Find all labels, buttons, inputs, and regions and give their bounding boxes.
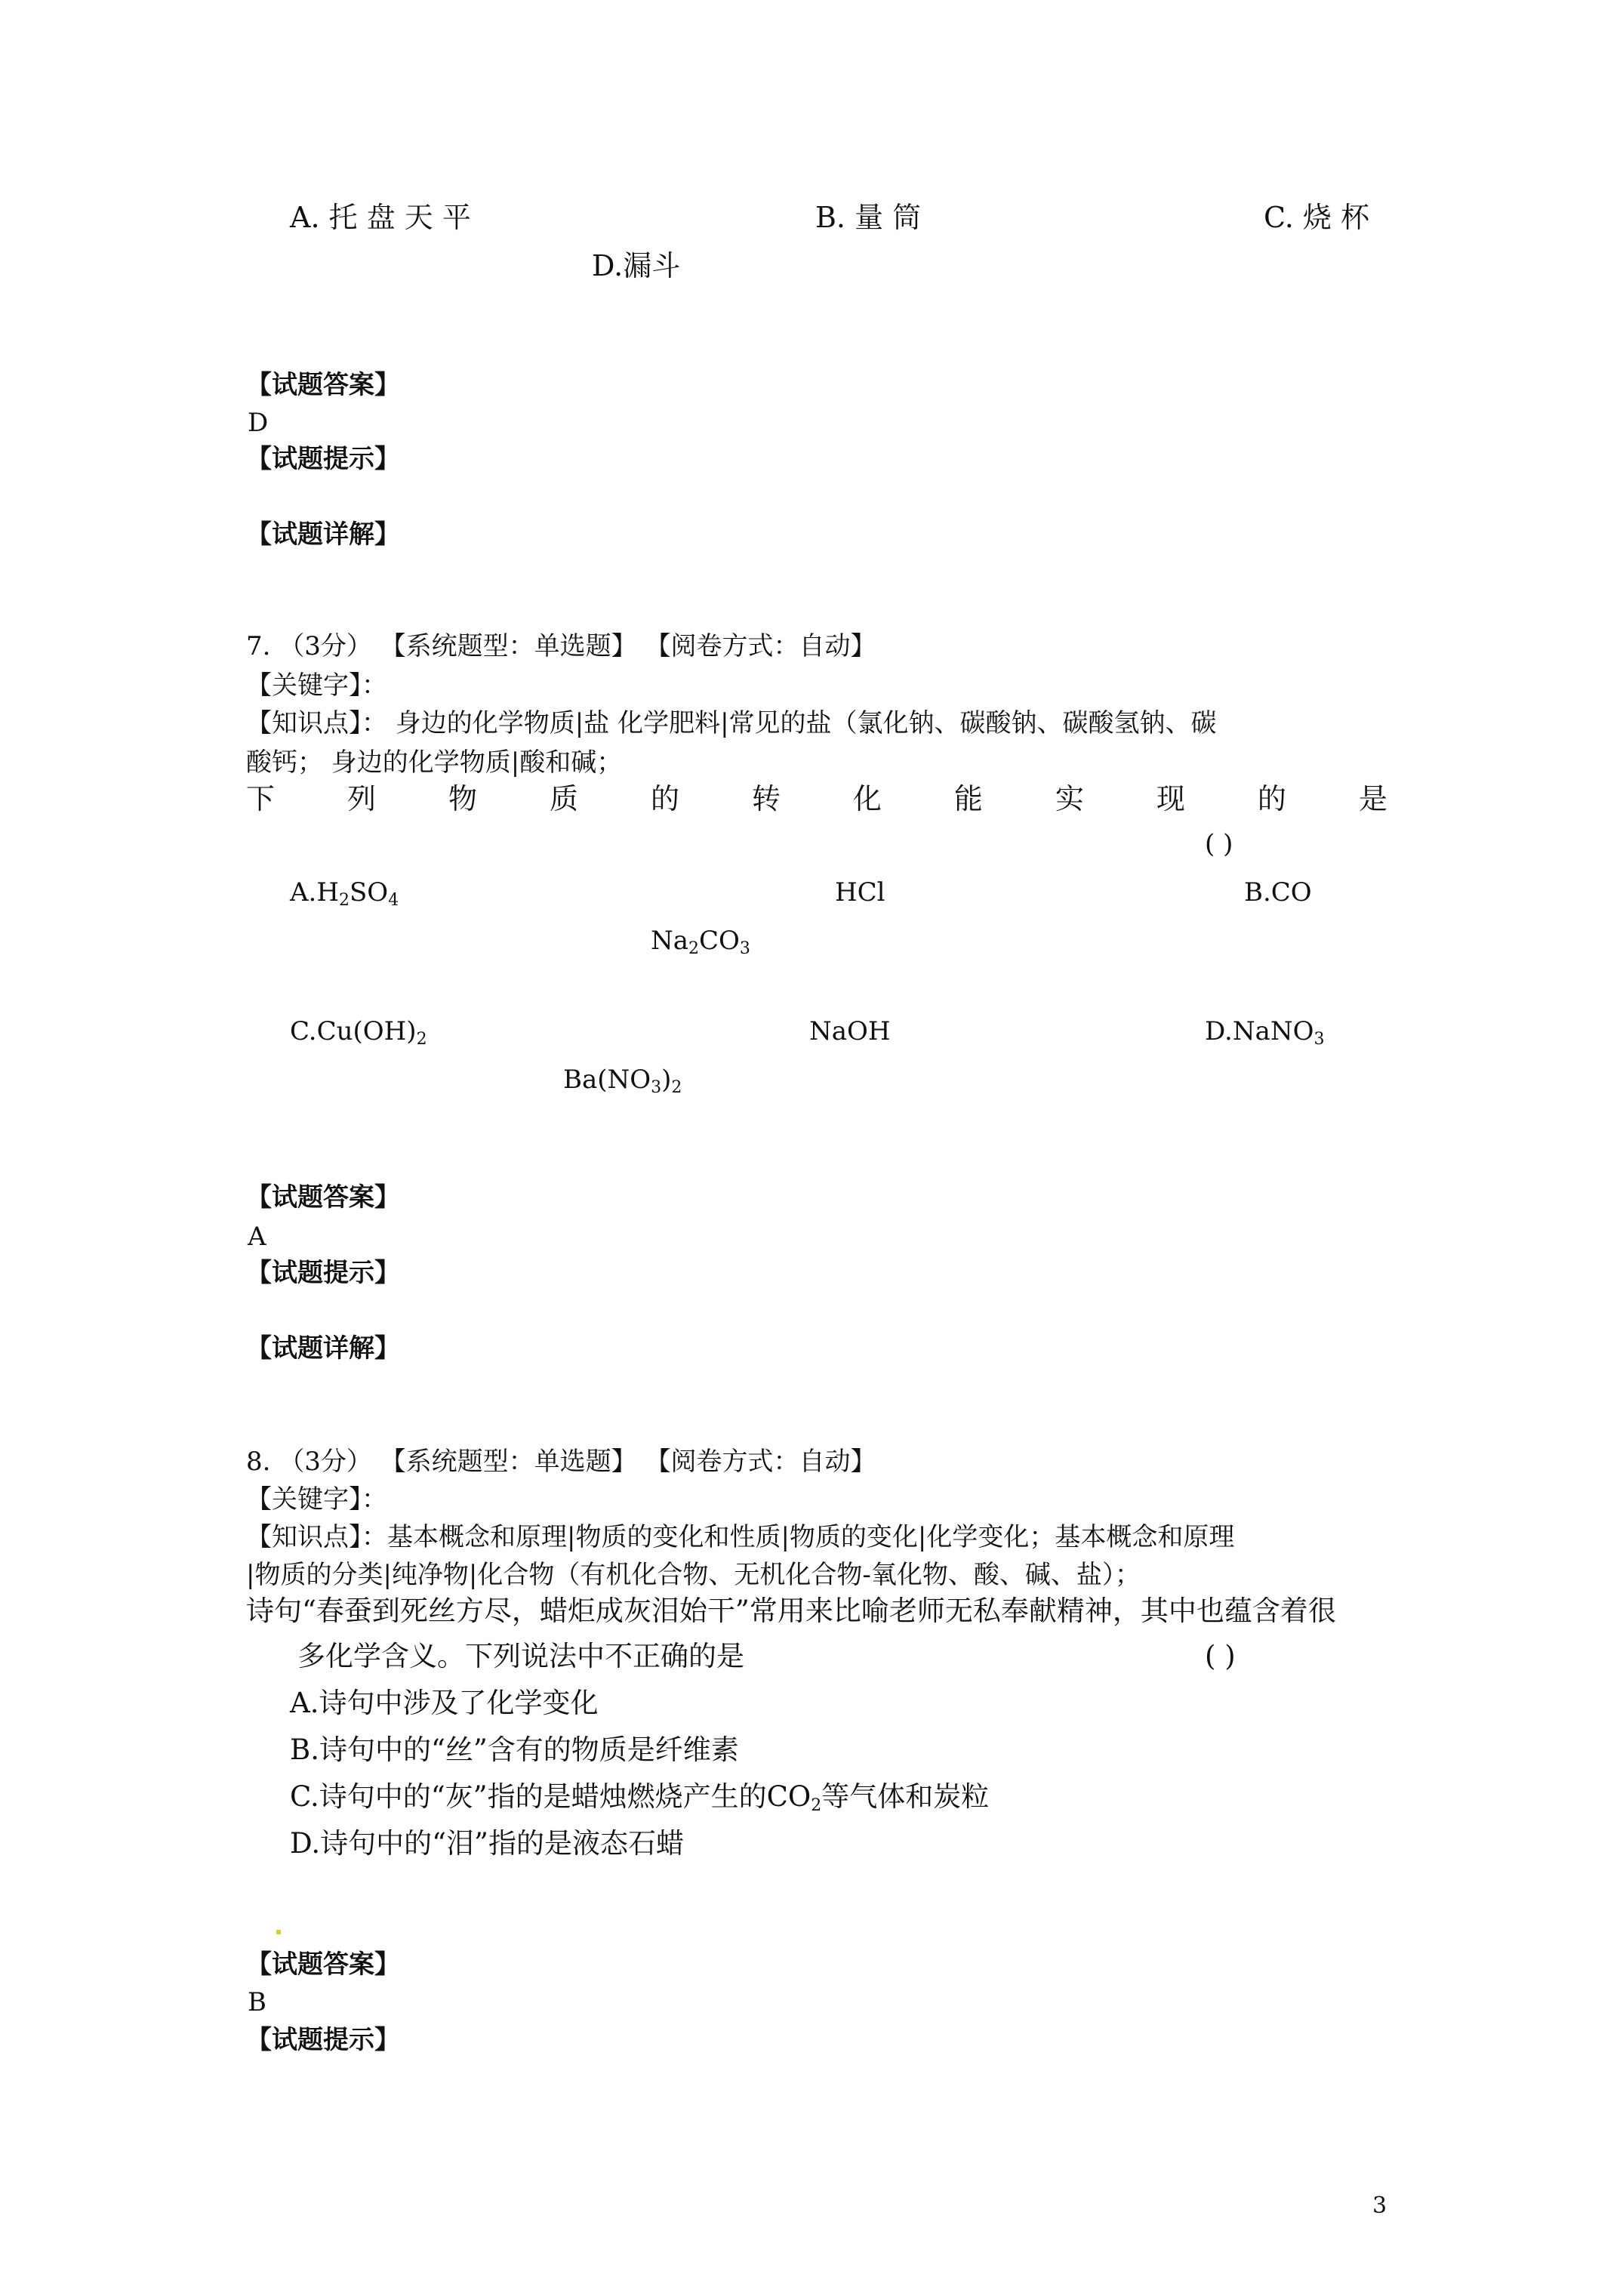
q7-stem-char: 现	[1156, 782, 1185, 815]
q7-hint-header: 【试题提示】	[246, 1258, 400, 1288]
q6-answer-header: 【试题答案】	[246, 370, 400, 400]
q7-option-d-product	[563, 1065, 682, 1095]
q6-option-c: C. 烧 杯	[1264, 201, 1369, 234]
q7-stem-char: 化	[852, 782, 882, 815]
q7-option-c-label: C.Cu(OH)	[290, 1016, 417, 1046]
q7-option-b-product-sub: 2	[688, 939, 700, 958]
q7-stem-char: 的	[650, 782, 679, 815]
q7-option-d-product-main: Ba(NO	[563, 1065, 651, 1095]
q7-option-d	[1205, 1016, 1325, 1049]
q8-knowledge-line-1: 【知识点】：基本概念和原理|物质的变化和性质|物质的变化|化学变化；基本概念和原理	[246, 1522, 1235, 1552]
q8-hint-header: 【试题提示】	[246, 2025, 400, 2055]
q7-stem-char: 能	[953, 782, 983, 815]
q7-option-a-product: HCl	[835, 877, 885, 908]
q8-option-c-sub: 2	[811, 1796, 822, 1815]
q7-knowledge-line-2: 酸钙； 身边的化学物质|酸和碱；	[246, 747, 623, 778]
q7-stem-char: 是	[1358, 782, 1387, 815]
q7-option-d-product-sub: 3	[651, 1078, 662, 1097]
q7-option-c-product: NaOH	[809, 1016, 891, 1046]
q6-option-a: A. 托 盘 天 平	[290, 201, 471, 234]
q7-option-b-product-sub: 3	[739, 939, 750, 958]
q8-answer: B	[248, 1987, 266, 2017]
q7-stem-char: 物	[448, 782, 477, 815]
q7-option-c-sub: 2	[416, 1030, 427, 1049]
q8-option-c-pre: C.诗句中的“灰”指的是蜡烛燃烧产生的CO	[290, 1780, 812, 1813]
q8-knowledge-line-2: |物质的分类|纯净物|化合物（有机化合物、无机化合物-氧化物、酸、碱、盐）；	[246, 1560, 1141, 1590]
q7-option-d-product-close: )	[661, 1065, 672, 1095]
q7-option-a	[290, 877, 399, 908]
q8-stem-line-1: 诗句“春蚕到死丝方尽，蜡炬成灰泪始干”常用来比喻老师无私奉献精神，其中也蕴含着很	[246, 1595, 1336, 1627]
q7-option-a-label: A.H	[290, 877, 340, 908]
q7-knowledge-line-1: 【知识点】： 身边的化学物质|盐 化学肥料|常见的盐（氯化钠、碳酸钠、碳酸氢钠、碳	[246, 708, 1217, 738]
q7-option-c	[290, 1016, 427, 1049]
q6-hint-header: 【试题提示】	[246, 444, 400, 474]
q8-header: 8. （3分） 【系统题型：单选题】 【阅卷方式：自动】	[246, 1447, 876, 1477]
q7-option-b: B.CO	[1244, 877, 1312, 908]
q7-stem-char: 转	[751, 782, 781, 815]
stray-mark	[276, 1930, 281, 1934]
q7-keywords: 【关键字】：	[246, 670, 387, 701]
q7-option-d-sub: 3	[1313, 1030, 1325, 1049]
q8-stem-line-2: 多化学含义。下列说法中不正确的是	[297, 1640, 744, 1672]
q8-option-c	[290, 1780, 989, 1814]
q7-stem-char: 的	[1257, 782, 1286, 815]
q7-stem-char: 下	[246, 782, 276, 815]
q7-stem-char: 实	[1055, 782, 1084, 815]
q7-option-a-sub: 2	[339, 891, 350, 910]
q6-detail-header: 【试题详解】	[246, 519, 400, 550]
q8-keywords: 【关键字】：	[246, 1484, 387, 1515]
q7-option-a-sub: 4	[388, 891, 399, 910]
q8-option-c-post: 等气体和炭粒	[821, 1780, 990, 1813]
q7-option-d-product-sub: 2	[671, 1078, 682, 1097]
q7-option-b-product-main: Na	[651, 926, 689, 956]
q7-answer-paren: ( )	[1205, 829, 1233, 859]
page-number: 3	[1372, 2193, 1387, 2219]
q7-detail-header: 【试题详解】	[246, 1333, 400, 1364]
q8-answer-paren: ( )	[1205, 1640, 1236, 1672]
q6-answer: D	[248, 408, 269, 438]
q8-option-a: A.诗句中涉及了化学变化	[290, 1687, 599, 1719]
q7-option-d-label: D.NaNO	[1205, 1016, 1314, 1046]
q6-option-b: B. 量 筒	[815, 201, 922, 234]
q8-option-d: D.诗句中的“泪”指的是液态石蜡	[290, 1827, 684, 1860]
q7-option-a-mid: SO	[350, 877, 389, 908]
q7-option-b-product-mid: CO	[699, 926, 740, 956]
q6-option-d: D.漏斗	[592, 249, 681, 282]
q7-answer-header: 【试题答案】	[246, 1182, 400, 1213]
q7-stem-char: 质	[549, 782, 578, 815]
q7-header: 7. （3分） 【系统题型：单选题】 【阅卷方式：自动】	[246, 631, 876, 661]
q7-stem-char: 列	[346, 782, 376, 815]
q7-option-b-product	[651, 926, 750, 956]
q7-answer: A	[248, 1222, 266, 1252]
q8-answer-header: 【试题答案】	[246, 1949, 400, 1980]
q7-stem	[246, 782, 1387, 815]
q8-option-b: B.诗句中的“丝”含有的物质是纤维素	[290, 1734, 739, 1766]
